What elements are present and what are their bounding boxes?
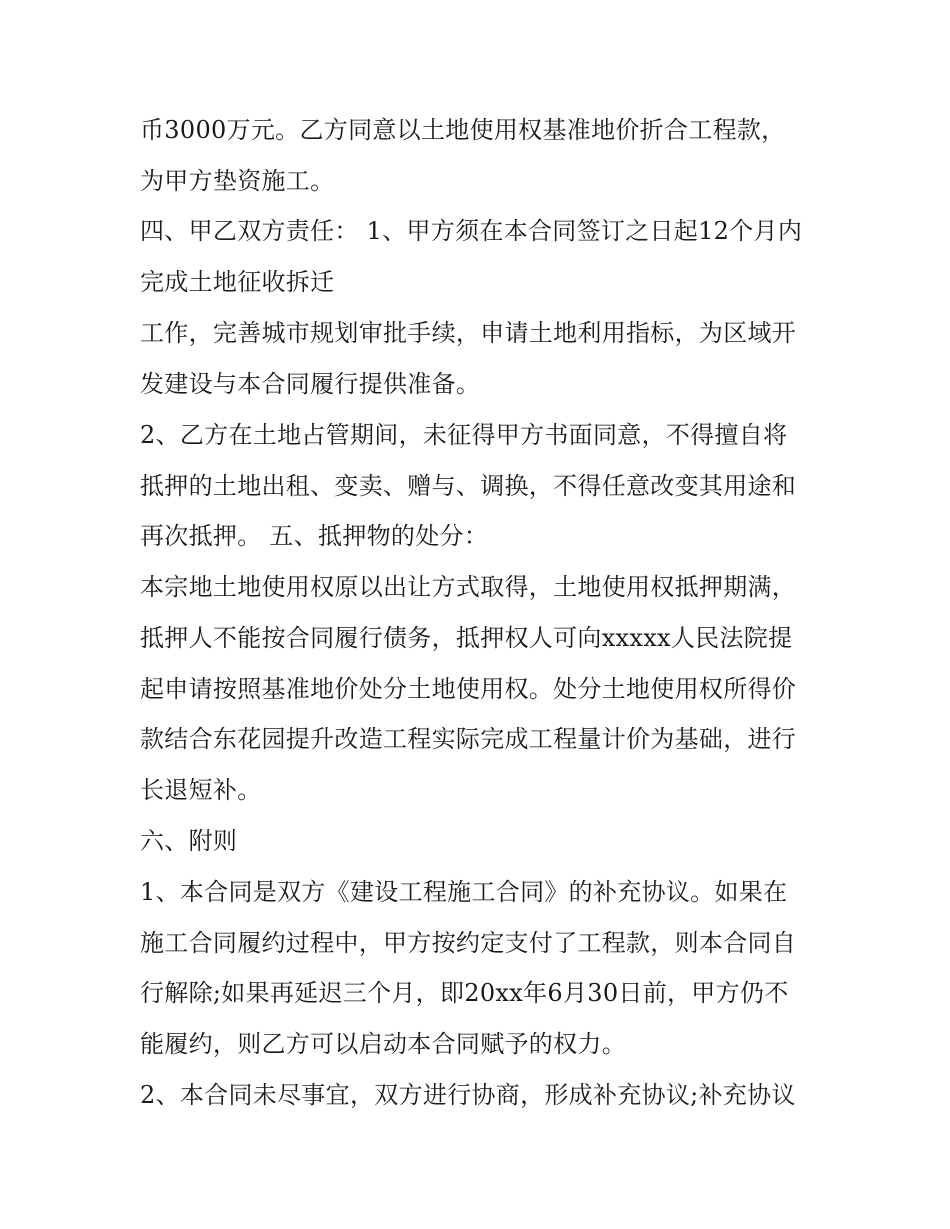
text-line: 行解除;如果再延迟三个月，即20xx年6月30日前，甲方仍不: [140, 979, 789, 1007]
text-line: 2、本合同未尽事宜，双方进行协商，形成补充协议;补充协议: [140, 1081, 796, 1109]
text-line: 为甲方垫资施工。: [140, 167, 335, 195]
text-line: 再次抵押。 五、抵押物的处分：: [140, 522, 489, 550]
text-line: 抵押人不能按合同履行债务，抵押权人可向xxxxx人民法院提: [140, 624, 793, 652]
text-line: 四、甲乙双方责任： 1、甲方须在本合同签订之日起12个月内: [140, 217, 803, 245]
text-line: 2、乙方在土地占管期间，未征得甲方书面同意，不得擅自将: [140, 421, 788, 449]
text-line: 能履约，则乙方可以启动本合同赋予的权力。: [140, 1030, 626, 1058]
text-line: 完成土地征收拆迁: [140, 268, 335, 296]
text-line: 起申请按照基准地价处分土地使用权。处分土地使用权所得价: [140, 675, 797, 703]
text-line: 发建设与本合同履行提供准备。: [140, 370, 481, 398]
text-line: 币3000万元。乙方同意以土地使用权基准地价折合工程款，: [140, 116, 786, 144]
text-line: 抵押的土地出租、变卖、赠与、调换，不得任意改变其用途和: [140, 472, 797, 500]
text-line: 施工合同履约过程中，甲方按约定支付了工程款，则本合同自: [140, 929, 797, 957]
text-line: 长退短补。: [140, 776, 262, 804]
text-line: 本宗地土地使用权原以出让方式取得，土地使用权抵押期满，: [140, 573, 797, 601]
text-line: 款结合东花园提升改造工程实际完成工程量计价为基础，进行: [140, 725, 797, 753]
section-heading: 六、附则: [140, 827, 238, 855]
text-line: 1、本合同是双方《建设工程施工合同》的补充协议。如果在: [140, 878, 788, 906]
text-line: 工作，完善城市规划审批手续，申请土地利用指标，为区域开: [140, 319, 797, 347]
